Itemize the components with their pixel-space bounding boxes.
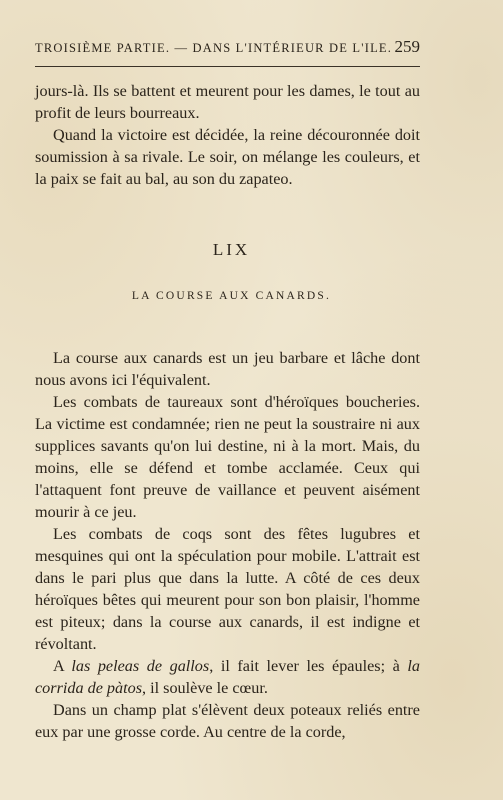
running-title: TROISIÈME PARTIE. — DANS L'INTÉRIEUR DE L'ILE. <box>35 41 393 55</box>
chapter-text-block <box>35 347 420 743</box>
running-header <box>35 37 420 57</box>
paragraph: Quand la victoire est décidée, la reine découronnée doit soumission à sa rivale. Le soir, on mélange les couleurs, et la paix se fait au bal, au son du zapateo. <box>35 126 420 188</box>
paragraph-with-italics <box>35 655 420 699</box>
paragraph: La course aux canards est un jeu barbare et lâche dont nous avons ici l'équivalent. <box>35 349 420 389</box>
paragraph: Les combats de coqs sont des fêtes lugubres et mesquines qui ont la spéculation pour mobile. L'attrait est dans le pari plus que dans la lutte. A côté de ces deux héroïques bêtes qui meurent pour son bon plaisir, l'homme est piteux; dans la course aux canards, il est indigne et révoltant. <box>35 525 420 653</box>
page-number: 259 <box>394 37 420 56</box>
chapter-number: LIX <box>212 240 251 259</box>
chapter-title: LA COURSE AUX CANARDS. <box>131 290 332 302</box>
paragraph: jours-là. Ils se battent et meurent pour les dames, le tout au profit de leurs bourreaux. <box>35 82 420 122</box>
italic-phrase: la corrida de pàtos <box>35 657 420 697</box>
text-run: , il fait lever les épaules; à <box>209 657 408 675</box>
paragraph: Dans un champ plat s'élèvent deux poteaux reliés entre eux par une grosse corde. Au centre de la corde, <box>35 701 420 741</box>
top-text-block <box>35 80 420 190</box>
text-run: A <box>53 657 72 675</box>
text-run: , il soulève le cœur. <box>142 679 268 697</box>
paragraph: Les combats de taureaux sont d'héroïques boucheries. La victime est condamnée; rien ne peut la soustraire ni aux supplices savants qu'on lui destine, ni à la mort. Mais, du moins, elle se défend et tombe acclamée. Ceux qui l'attaquent font preuve de vaillance et peuvent aisément mourir à ce jeu. <box>35 393 420 521</box>
italic-phrase: las peleas de gallos <box>71 657 210 675</box>
header-rule <box>35 66 420 67</box>
